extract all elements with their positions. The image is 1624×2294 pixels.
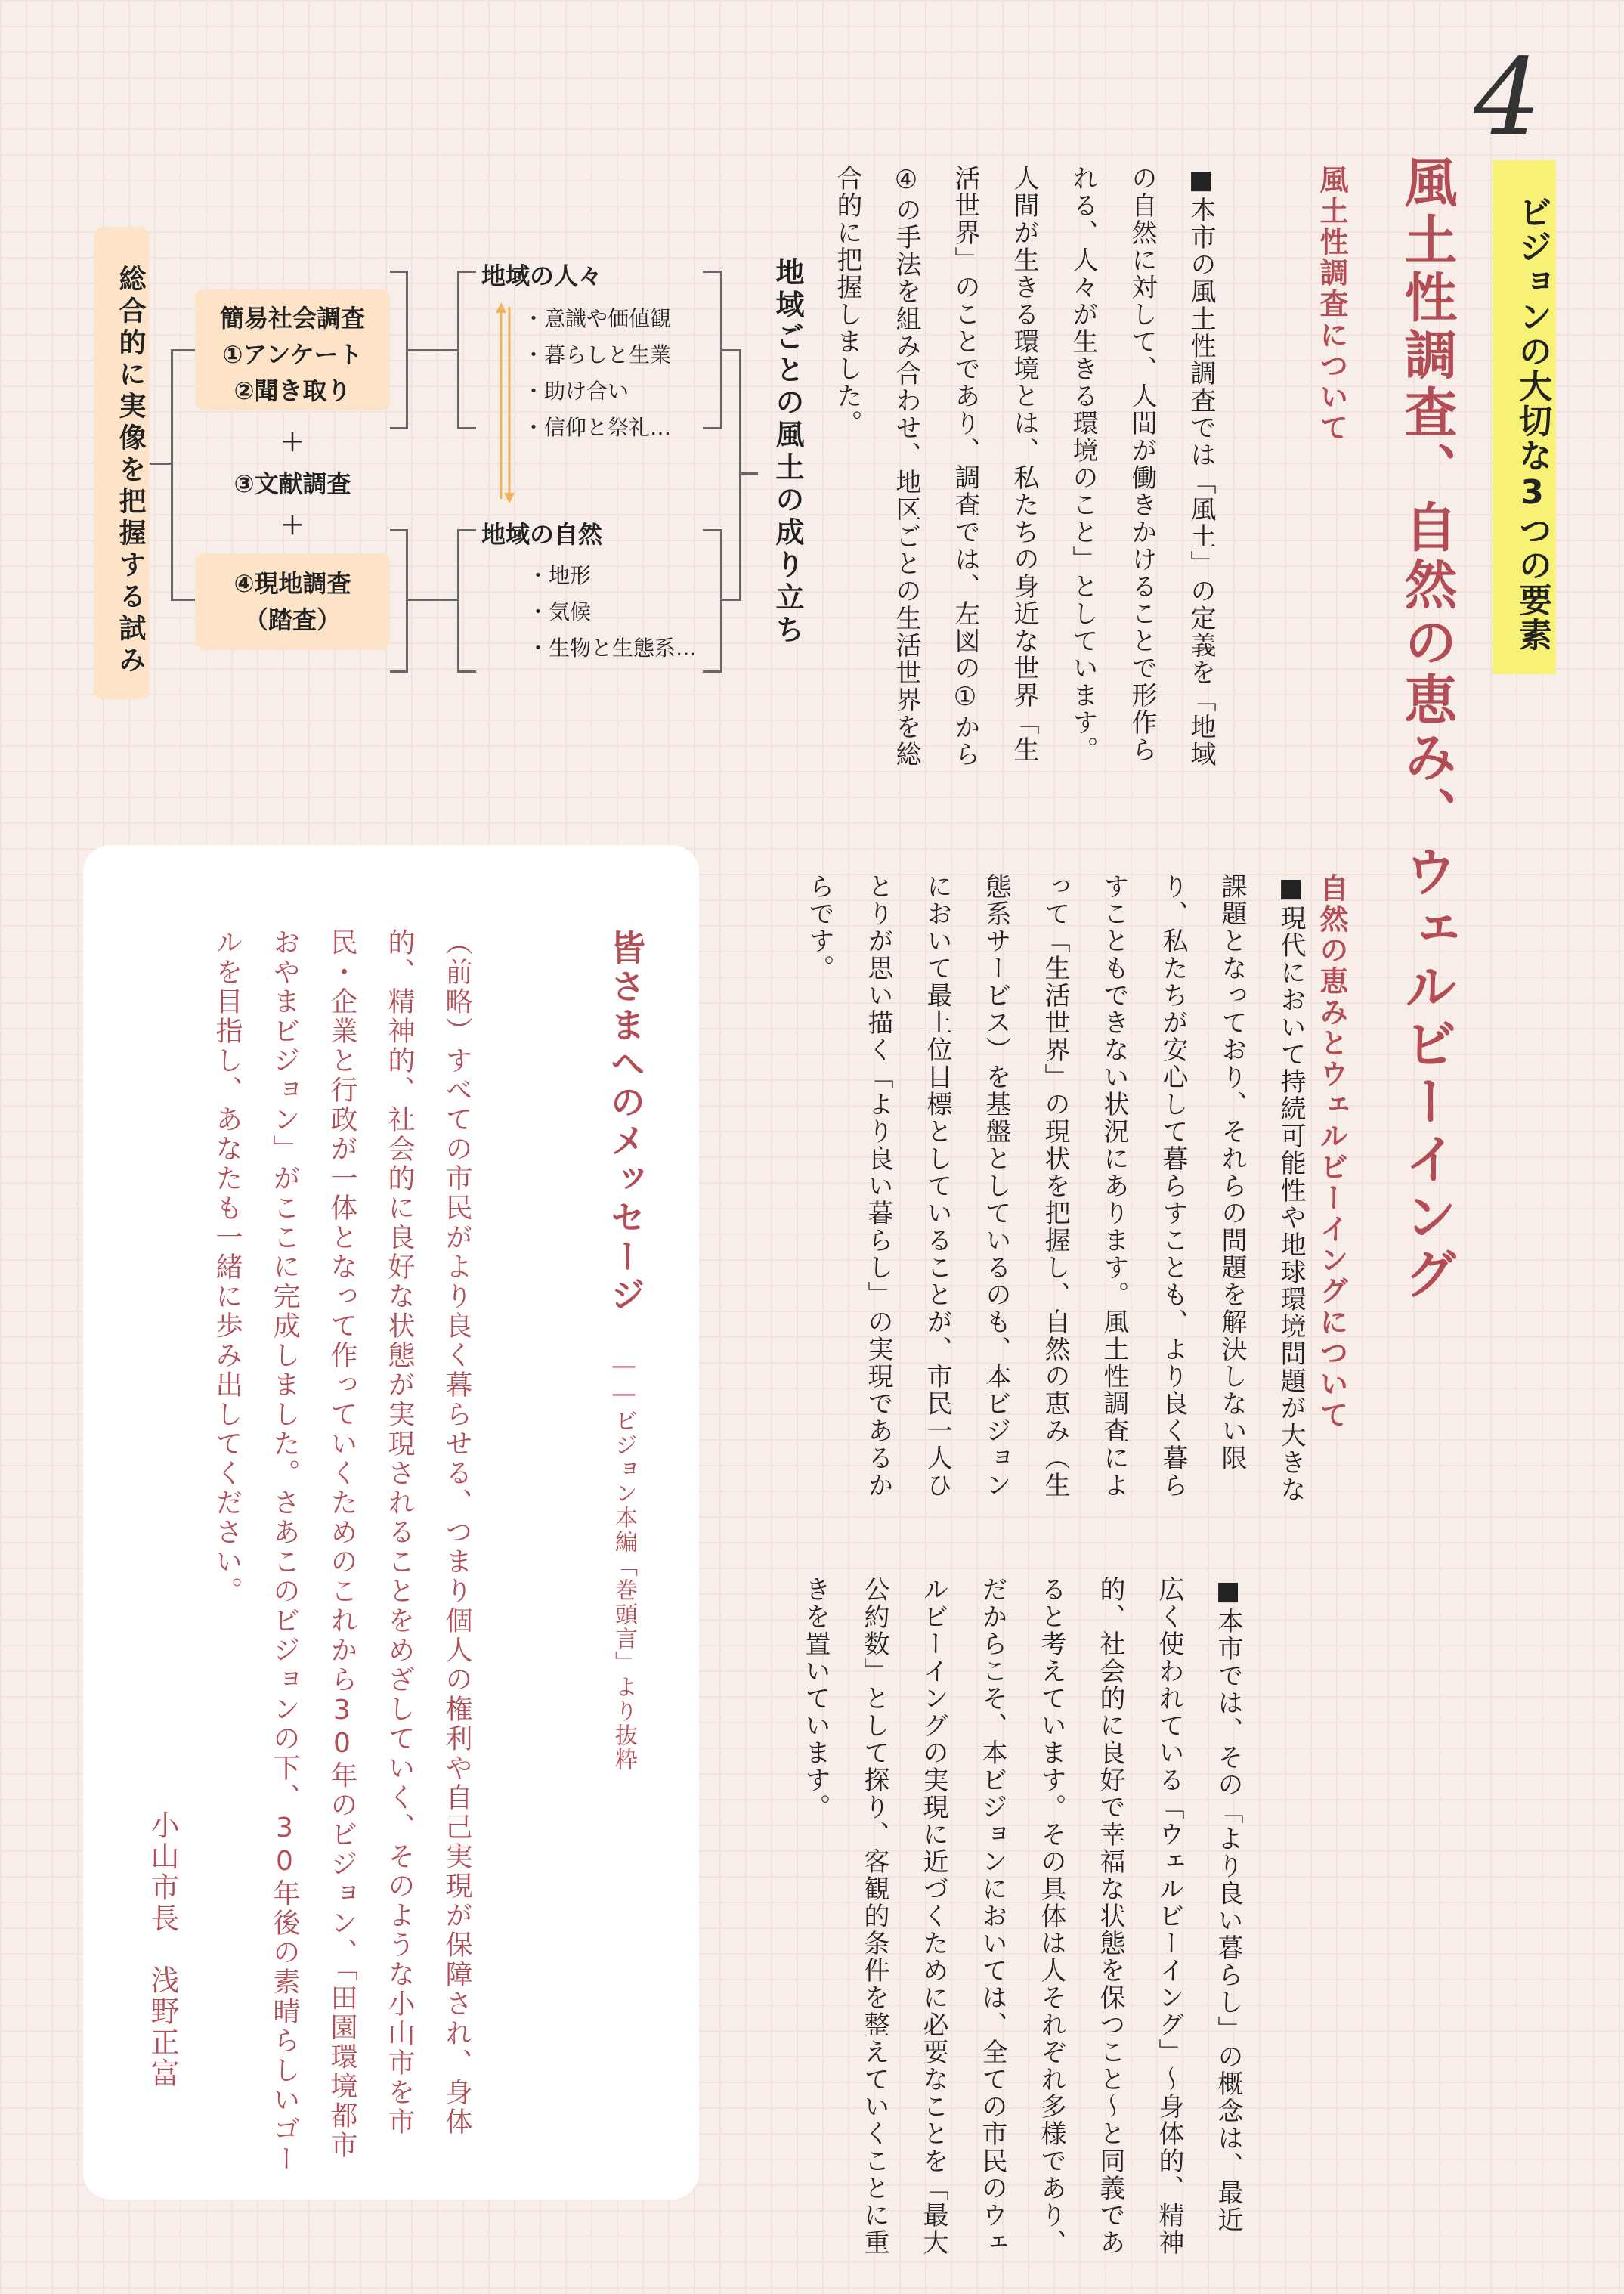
list-item: ・暮らしと生業 — [523, 342, 672, 367]
nature-items — [527, 558, 697, 667]
plus-sign: ＋ — [280, 511, 305, 540]
literature-survey: ③文献調査 — [234, 469, 351, 498]
nature-title: 地域の自然 — [481, 520, 603, 549]
list-item: ・地形 — [527, 563, 592, 588]
connector-line — [741, 472, 758, 475]
page-title: 風土性調査、自然の恵み、ウェルビーイング — [1396, 155, 1458, 1304]
bracket-line — [390, 670, 408, 673]
field-survey-box — [195, 553, 390, 650]
message-title: 皆さまへのメッセージ — [605, 930, 646, 1315]
list-item: ・意識や価値観 — [523, 306, 672, 331]
connector-line — [739, 349, 741, 601]
survey-title: 簡易社会調査 — [219, 304, 365, 333]
connector-line — [408, 599, 457, 601]
connector-line — [150, 463, 171, 465]
field-survey-note: （踏査） — [243, 605, 341, 634]
nature-wellbeing-heading: 自然の恵みとウェルビーイングについて — [1315, 873, 1348, 1431]
bidirectional-arrow-icon — [493, 301, 518, 505]
list-item: ・助け合い — [523, 379, 629, 404]
list-item: ・生物と生態系… — [527, 636, 698, 661]
fudo-survey-heading: 風土性調査について — [1315, 165, 1348, 444]
message-body: （前略）すべての市民がより良く暮らせる、つまり個人の権利や自己実現が保障され、身体的、精神的、社会的に良好な状態が実現されることをめざしていく、そのような小山市を市民・企業と行政が一体となって作っていくためのこれから30年のビジョン、「田園環境都市おやまビジョン」がここに完成しました。さあこのビジョンの下、30年後の素晴らしいゴールを目指し、あなたも一緒に歩み出してください。 — [212, 928, 472, 2174]
field-survey-title: ④現地調査 — [234, 569, 351, 598]
section-label: ビジョンの大切な3つの要素 — [1493, 160, 1556, 674]
bracket-line — [457, 427, 476, 429]
plus-sign: ＋ — [280, 428, 305, 457]
people-title: 地域の人々 — [481, 262, 603, 290]
connector-line — [408, 349, 457, 351]
bracket-line — [457, 529, 476, 531]
bracket-line — [457, 271, 476, 273]
connector-line — [171, 349, 195, 351]
list-item: ・信仰と祭礼… — [523, 415, 672, 440]
bracket-line — [703, 529, 722, 531]
bracket-line — [457, 529, 459, 673]
diagram-side-label: 総合的に実像を把握する試み — [94, 227, 150, 699]
nature-wellbeing-body-1: ■現代において持続可能性や地球環境問題が大きな課題となっており、それらの問題を解決しない限り、私たちが安心して暮らすことも、より良く暮らすこともできない状況にあります。風土性調査によって「生活世界」の現状を把握し、自然の恵み（生態系サービス）を基盤としているのも、本ビジョンにおいて最上位目標としていることが、市民一人ひとりが思い描く「より良い暮らし」の実現であるからです。 — [804, 873, 1306, 1503]
bracket-line — [703, 670, 722, 673]
bracket-line — [406, 529, 408, 673]
connector-line — [171, 349, 173, 599]
nature-wellbeing-body-2: ■本市では、その「より良い暮らし」の概念は、最近広く使われている「ウェルビーイング」～身体的、精神的、社会的に良好で幸福な状態を保つこと～と同義であると考えています。その具体は人それぞれ多様であり、だからこそ、本ビジョンにおいては、全ての市民のウェルビーイングの実現に近づくために必要なことを「最大公約数」として探り、客観的条件を整えていくことに重きを置いています。 — [800, 1576, 1243, 2256]
bracket-line — [457, 271, 459, 429]
bracket-line — [457, 670, 476, 673]
bracket-line — [390, 427, 408, 429]
bracket-line — [720, 529, 722, 673]
diagram-caption: 地域ごとの風土の成り立ち — [771, 257, 804, 647]
survey-questionnaire: ①アンケート — [222, 340, 363, 369]
message-signature: 小山市長 浅野正富 — [146, 1810, 179, 2089]
simple-social-survey-box — [195, 289, 390, 410]
message-source: ――ビジョン本編「巻頭言」より抜粋 — [611, 1353, 637, 1772]
bracket-line — [703, 271, 722, 273]
bracket-line — [703, 427, 722, 429]
connector-line — [171, 599, 195, 601]
fudo-survey-body: ■本市の風土性調査では「風土」の定義を「地域の自然に対して、人間が働きかけることで形作られる、人々が生きる環境のこと」としています。人間が生きる環境とは、私たちの身近な世界「生活世界」のことであり、調査では、左図の①から④の手法を組み合わせ、地区ごとの生活世界を総合的に把握しました。 — [832, 165, 1216, 768]
list-item: ・気候 — [527, 599, 592, 624]
survey-interview: ②聞き取り — [234, 376, 351, 405]
section-number: 4 — [1474, 36, 1542, 159]
people-items — [523, 301, 671, 446]
